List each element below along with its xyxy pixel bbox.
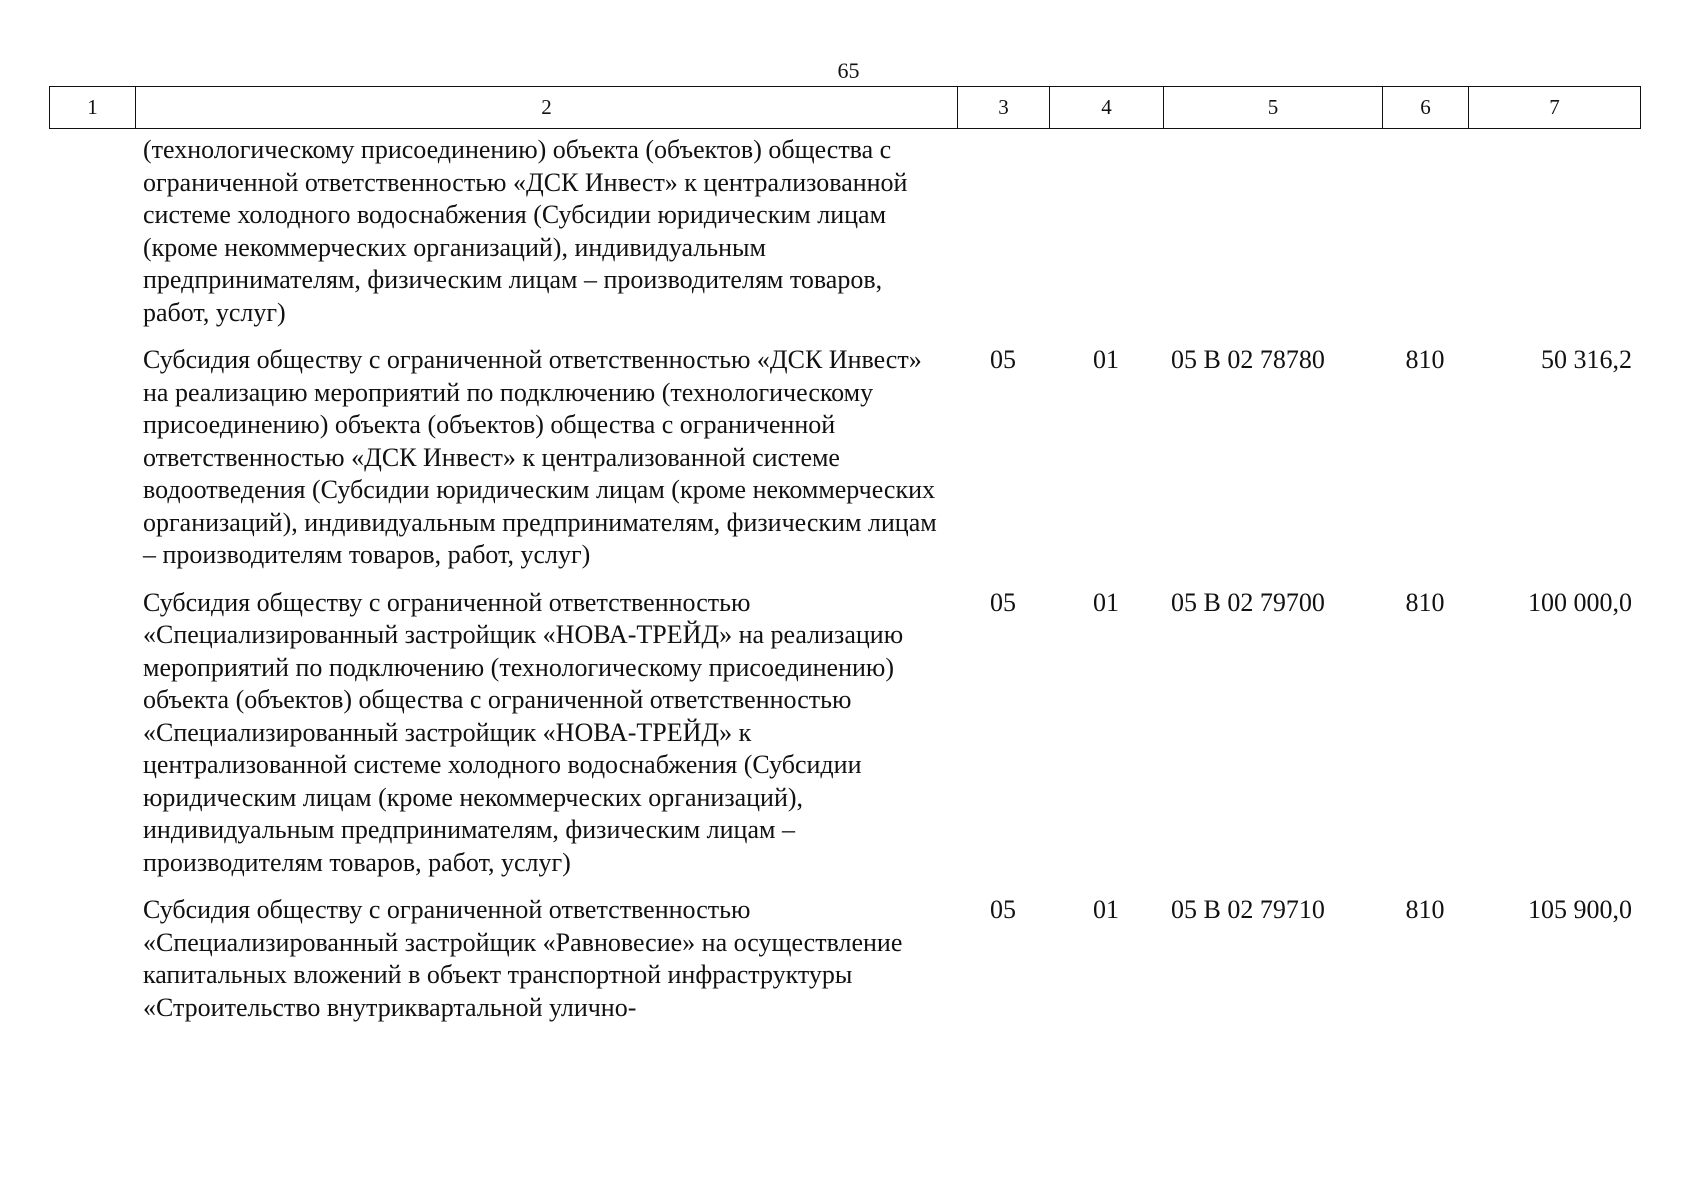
row-target-article [1163,134,1382,344]
table-row [49,134,1640,344]
column-header-1: 1 [50,87,136,129]
column-header-row [50,87,1641,129]
row-target-article: 05 В 02 79710 [1171,895,1325,924]
row-subsection [1049,134,1163,344]
column-header-2: 2 [136,87,958,129]
row-subsection: 01 [1093,895,1119,924]
row-expense-type: 810 [1405,587,1445,617]
row-amount: 50 316,2 [1541,345,1632,374]
row-expense-type [1382,134,1468,344]
row-subsection: 01 [1093,345,1119,374]
row-target-article: 05 В 02 78780 [1171,345,1325,374]
row-target-article: 05 В 02 79700 [1171,587,1325,617]
column-header-6: 6 [1383,87,1469,129]
row-section: 05 [990,895,1016,924]
row-description: Субсидия обществу с ограниченной ответственностью «Специализированный застройщик «Равновесие» на осуществление капитальных вложений в объект транспортной инфраструктуры «Строительство внутриквартальной улично- [143,895,903,1022]
row-description: Субсидия обществу с ограниченной ответственностью «Специализированный застройщик «НОВА-ТРЕЙД» на реализацию мероприятий по подключению (технологическому присоединению) объекта (объектов) общества с ограниченной ответственностью «Специализированный застройщик «НОВА-ТРЕЙД» к централизованной системе холодного водоснабжения (Субсидии юридическим лицам (кроме некоммерческих организаций), индивидуальным предпринимателям, физическим лицам – производителям товаров, работ, услуг) [143,587,904,877]
row-expense-type: 810 [1405,345,1445,374]
column-header-4: 4 [1050,87,1164,129]
row-expense-type: 810 [1405,895,1445,924]
table-row [49,894,1640,1039]
row-section [957,134,1049,344]
table-row [49,587,1640,895]
row-amount: 105 900,0 [1528,895,1632,924]
row-description: (технологическому присоединению) объекта (объектов) общества с ограниченной ответственностью «ДСК Инвест» к централизованной системе холодного водоснабжения (Субсидии юридическим лицам (кроме некоммерческих организаций), индивидуальным предпринимателям, физическим лицам – производителям товаров, работ, услуг) [143,135,908,327]
row-section: 05 [990,345,1016,374]
row-subsection: 01 [1093,587,1119,617]
column-header-5: 5 [1164,87,1383,129]
row-amount [1468,134,1640,344]
column-header-table [49,86,1641,129]
page-number: 65 [837,58,860,83]
row-section: 05 [990,587,1016,617]
budget-table-body [49,134,1640,1039]
column-header-3: 3 [958,87,1050,129]
row-description: Субсидия обществу с ограниченной ответственностью «ДСК Инвест» на реализацию мероприятий по подключению (технологическому присоединению) объекта (объектов) общества с ограниченной ответственностью «ДСК Инвест» к централизованной системе водоотведения (Субсидии юридическим лицам (кроме некоммерческих организаций), индивидуальным предпринимателям, физическим лицам – производителям товаров, работ, услуг) [143,345,937,569]
row-amount: 100 000,0 [1528,587,1632,617]
table-row [49,344,1640,587]
column-header-7: 7 [1469,87,1641,129]
